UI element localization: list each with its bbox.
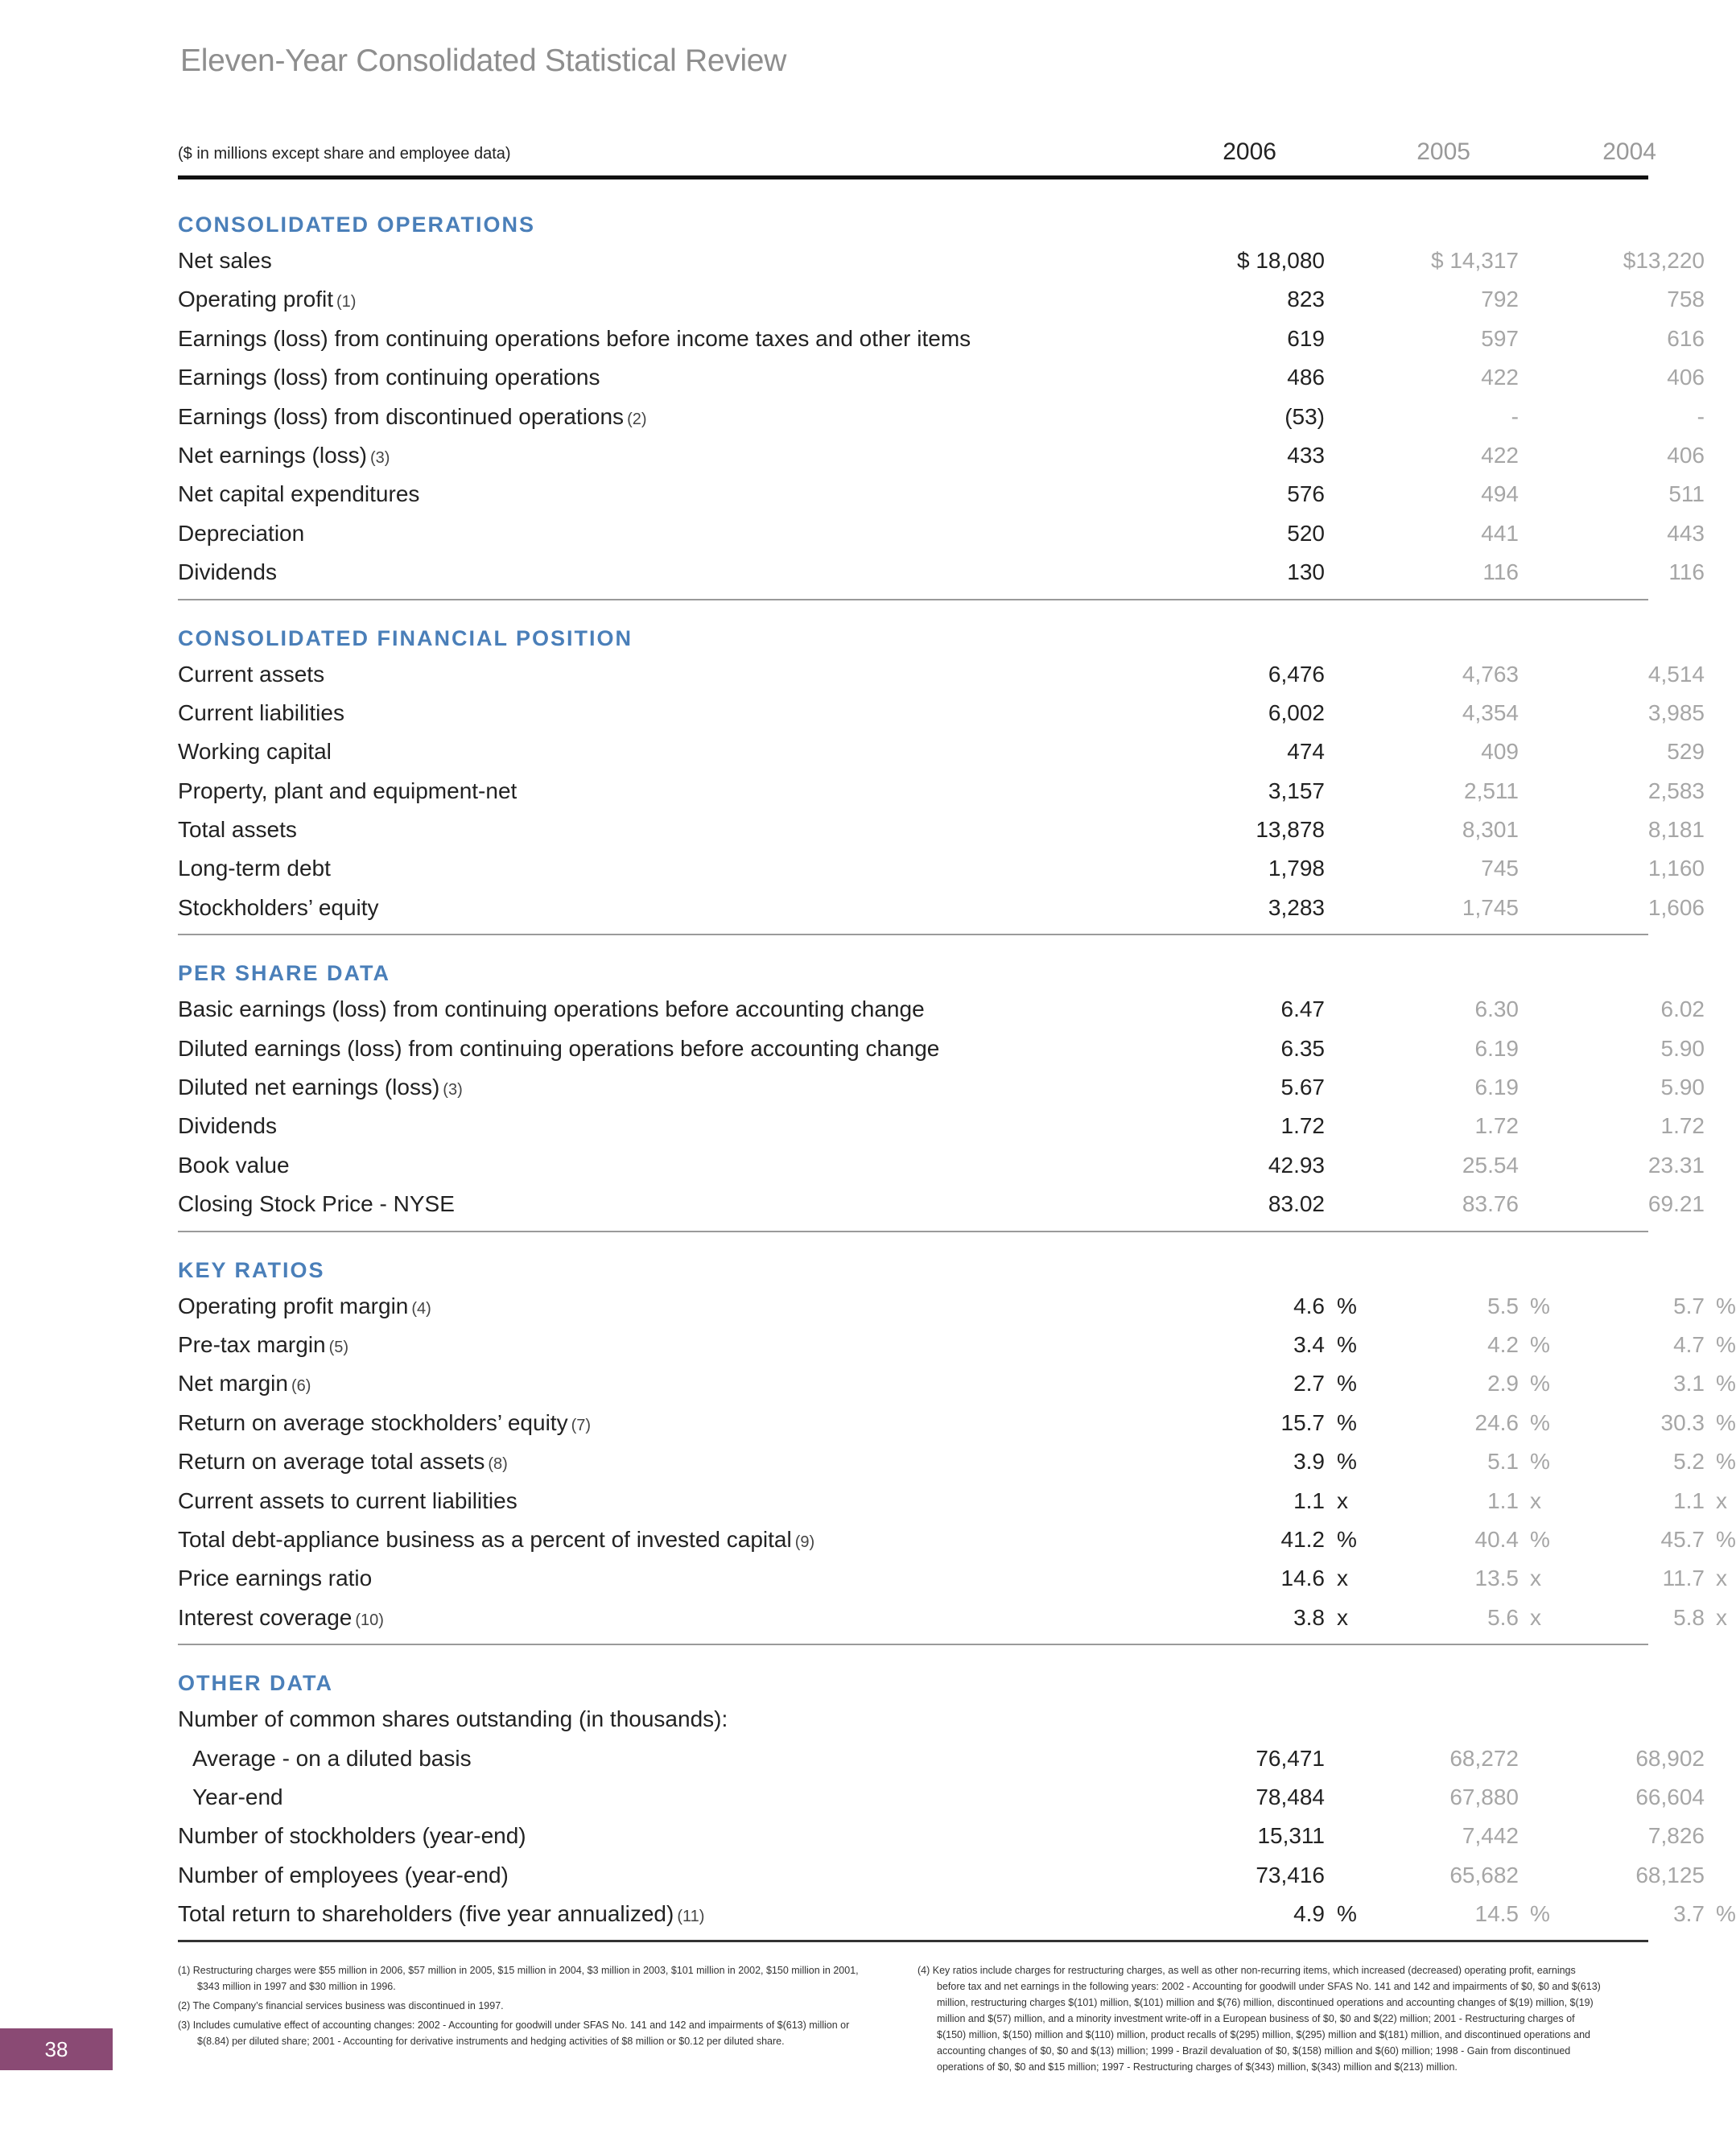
row-label-text: Working capital [178,739,332,765]
page-number: 38 [0,2028,113,2070]
footnote-ref: (10) [355,1611,384,1629]
row-label-text: Number of common shares outstanding (in thousands): [178,1706,728,1732]
cell-unit: % [1337,1409,1357,1435]
cell-2005: 24.6 [1474,1409,1519,1435]
section [178,1232,1736,1646]
row-label [178,1559,372,1598]
cell-2006: 3.9 [1293,1449,1325,1475]
year-header-2005: 2005 [1416,138,1470,165]
table-row [178,1107,1705,1145]
table-row [178,514,1705,553]
units-note: ($ in millions except share and employee data) [178,145,511,163]
cell-unit: x [1530,1566,1541,1591]
footnote-ref: (8) [488,1455,508,1474]
cell-2006: 42.93 [1268,1152,1325,1178]
cell-2006: 576 [1287,481,1325,507]
cell-unit: % [1337,1449,1357,1475]
cell-2006: 6.35 [1280,1035,1325,1061]
cell-2004: 2,583 [1647,778,1705,803]
footnote-ref: (9) [794,1533,815,1551]
cell-2004: 69.21 [1647,1191,1705,1217]
cell-2006: 83.02 [1268,1191,1325,1217]
row-label [178,1107,277,1145]
cell-2005: 792 [1481,287,1519,312]
table-row [178,1326,1736,1364]
cell-unit: x [1337,1604,1348,1630]
row-label [178,849,331,888]
cell-2006: 14.6 [1280,1566,1325,1591]
table-row [178,1739,1705,1778]
cell-unit: % [1530,1901,1550,1927]
footnote-ref: (11) [677,1908,705,1926]
row-label-text: Pre-tax margin [178,1331,326,1357]
cell-2005: 8,301 [1462,817,1519,843]
section-title: CONSOLIDATED OPERATIONS [178,212,536,237]
cell-2004: 3.1 [1673,1371,1705,1397]
table-row [178,889,1705,927]
cell-2004: 529 [1667,739,1705,765]
row-label [178,1442,508,1483]
cell-2004: 68,902 [1635,1745,1705,1771]
cell-2004: 4,514 [1647,661,1705,687]
cell-2005: 5.1 [1487,1449,1519,1475]
cell-2004: 5.7 [1673,1293,1705,1318]
row-label [178,241,272,280]
row-label-text: Stockholders’ equity [178,894,379,920]
row-label-text: Operating profit margin [178,1293,409,1318]
row-label-text: Closing Stock Price - NYSE [178,1191,455,1217]
cell-2005: 4,354 [1462,699,1519,725]
cell-2006: 3,283 [1268,894,1325,920]
row-label-text: Earnings (loss) from discontinued operations [178,403,625,429]
row-label-text: Basic earnings (loss) from continuing operations before accounting change [178,996,925,1022]
table-row [178,811,1705,849]
table-row [178,1559,1727,1598]
cell-2004: 1.1 [1673,1487,1705,1513]
cell-2004: 3.7 [1673,1901,1705,1927]
cell-2004: 116 [1668,559,1705,585]
statistical-table [178,187,1736,1942]
cell-2006: 6.47 [1280,996,1325,1022]
cell-2004: 5.90 [1660,1075,1705,1100]
table-row [178,320,1705,358]
cell-unit: % [1337,1371,1357,1397]
cell-2005: 14.5 [1474,1901,1519,1927]
cell-2005: 4,763 [1462,661,1519,687]
cell-unit: % [1716,1526,1736,1552]
cell-2006: $ 18,080 [1237,248,1325,273]
section [178,187,1705,600]
cell-2006: 6,002 [1268,699,1325,725]
footnote-ref: (2) [627,410,647,428]
header-rule [178,175,1648,179]
cell-2004: 1,606 [1647,894,1705,920]
row-label [178,475,419,514]
cell-2005: 1.1 [1487,1487,1519,1513]
table-row [178,358,1705,397]
cell-unit: % [1716,1331,1736,1357]
footnotes-left [178,1962,870,2053]
row-label-text: Return on average stockholders’ equity [178,1409,568,1435]
cell-unit: x [1530,1604,1541,1630]
row-label [178,889,379,927]
cell-2006: 486 [1287,365,1325,390]
cell-2005: 13.5 [1474,1566,1519,1591]
row-label [178,655,324,694]
cell-2005: 68,272 [1449,1745,1519,1771]
table-row [178,772,1705,811]
cell-2005: 4.2 [1487,1331,1519,1357]
cell-2006: 4.6 [1293,1293,1325,1318]
cell-2005: 745 [1481,856,1519,881]
row-label [178,1364,311,1405]
row-label-text: Dividends [178,559,277,585]
cell-2004: 1,160 [1647,856,1705,881]
table-row [178,1029,1705,1068]
cell-unit: % [1337,1526,1357,1552]
footnote-ref: (3) [369,448,390,467]
table-row [178,436,1705,475]
page-title: Eleven-Year Consolidated Statistical Review [180,43,787,78]
row-label-text: Earnings (loss) from continuing operations [178,365,600,390]
cell-2005: 422 [1481,365,1519,390]
cell-2006: 4.9 [1293,1901,1325,1927]
row-label [178,436,390,477]
cell-unit: % [1337,1331,1357,1357]
cell-unit: % [1530,1293,1550,1318]
table-row [178,280,1705,319]
cell-unit: % [1530,1449,1550,1475]
table-row [178,1482,1727,1520]
section [178,600,1705,936]
footnote-ref: (7) [571,1416,592,1434]
cell-2005: 83.76 [1462,1191,1519,1217]
cell-2004: 5.90 [1660,1035,1705,1061]
footnote-ref: (4) [411,1299,431,1318]
cell-2005: 1.72 [1474,1113,1519,1139]
cell-2006: 73,416 [1256,1862,1325,1888]
row-label-text: Total debt-appliance business as a percent of invested capital [178,1526,792,1552]
cell-2004: 511 [1668,481,1705,507]
cell-2006: 433 [1287,442,1325,468]
table-row [178,398,1705,436]
footnotes-right [917,1962,1602,2078]
row-label-text: Current assets to current liabilities [178,1487,518,1513]
row-label-text: Average - on a diluted basis [192,1745,472,1771]
section-title: OTHER DATA [178,1671,333,1696]
cell-2006: 3.8 [1293,1604,1325,1630]
cell-2006: (53) [1284,403,1325,429]
cell-2006: 619 [1287,325,1325,351]
row-label [178,1287,431,1328]
row-label [178,694,344,732]
row-label [178,1817,526,1855]
row-label-text: Diluted earnings (loss) from continuing operations before accounting change [178,1035,940,1061]
cell-2004: 66,604 [1635,1784,1705,1809]
row-label [178,1482,518,1520]
row-label [178,320,971,358]
table-row [178,1520,1736,1559]
table-row [178,1599,1727,1637]
cell-unit: % [1337,1901,1357,1927]
table-row [178,1185,1705,1223]
table-row [178,1442,1736,1481]
row-label-text: Number of employees (year-end) [178,1862,509,1888]
cell-2005: 40.4 [1474,1526,1519,1552]
row-label-text: Interest coverage [178,1604,353,1630]
table-row [178,694,1705,732]
row-label-text: Number of stockholders (year-end) [178,1823,526,1849]
cell-2006: 1.1 [1293,1487,1325,1513]
cell-2004: 443 [1667,520,1705,546]
table-row [178,1778,1705,1817]
cell-2004: 8,181 [1647,817,1705,843]
row-label [178,358,600,397]
cell-unit: % [1716,1409,1736,1435]
cell-2006: 78,484 [1256,1784,1325,1809]
cell-2005: 5.5 [1487,1293,1519,1318]
cell-2005: - [1511,403,1519,429]
cell-2004: 68,125 [1635,1862,1705,1888]
row-label-text: Current liabilities [178,699,344,725]
table-row [178,1364,1736,1403]
cell-unit: x [1337,1566,1348,1591]
row-label [178,1185,455,1223]
cell-unit: % [1530,1331,1550,1357]
table-row [178,1287,1736,1326]
cell-2005: 597 [1481,325,1519,351]
row-label [178,553,277,592]
row-label-text: Book value [178,1152,290,1178]
table-header [178,135,1656,171]
table-row [178,1817,1705,1855]
footnote-ref: (3) [443,1081,463,1100]
cell-2004: 7,826 [1647,1823,1705,1849]
cell-2005: $ 14,317 [1431,248,1519,273]
cell-2004: 23.31 [1647,1152,1705,1178]
cell-unit: x [1530,1487,1541,1513]
cell-2006: 6,476 [1268,661,1325,687]
row-label-text: Price earnings ratio [178,1566,373,1591]
row-label [178,732,332,771]
cell-2005: 2,511 [1464,778,1519,803]
row-label-text: Operating profit [178,287,333,312]
cell-2004: 5.8 [1673,1604,1705,1630]
cell-2005: 422 [1481,442,1519,468]
row-label [178,1029,939,1068]
row-label [178,398,647,439]
cell-2006: 15,311 [1257,1823,1325,1849]
cell-2006: 520 [1287,520,1325,546]
cell-2005: 5.6 [1487,1604,1519,1630]
cell-2004: 45.7 [1660,1526,1705,1552]
cell-2004: 11.7 [1662,1566,1705,1591]
cell-2006: 15.7 [1280,1409,1325,1435]
row-label [178,1599,384,1640]
footnote: (4) Key ratios include charges for restructuring charges, as well as other non-recurring items, which increased (decreased) operating profit, earnings before tax and net earnings in the following years: 2002 - Accounting for goodwill under SFAS No. 141 and 142 and impairments of $0, $0 and $(613) million, restructuring charges $(101) million, $(101) million and $(76) million, discontinued operations and accounting changes of $(19) million, $(19) million and $(57) million, and a minority investment write-off in a European business of $0, $0 and $(22) million; 2001 - Restructuring charges of $(150) million, $(150) million and $(110) million, product recalls of $(295) million, $(295) million and $(181) million, and discontinued operations and accounting changes of $0, $0 and $(13) million; 1999 - Brazil devaluation of $0, $(158) million and $(60) million; 1998 - Gain from discontinued operations of $0, $0 and $15 million; 1997 - Restructuring charges of $(343) million, $(343) million and $(213) million. [917,1965,1601,2073]
footnote-ref: (6) [291,1377,311,1396]
row-label-text: Depreciation [178,520,305,546]
row-label [178,1895,704,1936]
cell-2006: 2.7 [1293,1371,1325,1397]
table-row [178,1700,1648,1739]
row-label [178,1700,728,1739]
cell-2006: 130 [1287,559,1325,585]
row-label [178,280,356,321]
cell-2004: 1.72 [1660,1113,1705,1139]
cell-2006: 3,157 [1268,778,1325,803]
cell-2005: 6.30 [1474,996,1519,1022]
footnote-ref: (1) [336,293,357,311]
row-label [178,1326,348,1367]
cell-2006: 76,471 [1256,1745,1325,1771]
cell-2004: 5.2 [1673,1449,1705,1475]
table-row [178,241,1705,280]
section-title: KEY RATIOS [178,1257,325,1282]
cell-2005: 409 [1481,739,1519,765]
cell-2004: 758 [1667,287,1705,312]
row-label-text: Diluted net earnings (loss) [178,1075,440,1100]
table-row [178,732,1705,771]
table-row [178,990,1705,1029]
cell-unit: % [1716,1901,1736,1927]
row-label [192,1778,283,1817]
section-title: PER SHARE DATA [178,961,391,986]
row-label-text: Total return to shareholders (five year annualized) [178,1901,674,1927]
row-label [178,990,925,1029]
table-row [178,1895,1736,1933]
row-label [178,1856,509,1895]
cell-2006: 13,878 [1256,817,1325,843]
footnote: (3) Includes cumulative effect of accounting changes: 2002 - Accounting for goodwill under SFAS No. 141 and 142 and impairments of $(613) million or $(8.84) per diluted share; 2001 - Accounting for derivative instruments and hedging activities of $8 million or $0.12 per diluted share. [178,2020,850,2047]
cell-unit: x [1716,1566,1727,1591]
cell-2005: 2.9 [1487,1371,1519,1397]
cell-2005: 6.19 [1474,1035,1519,1061]
cell-2006: 5.67 [1280,1075,1325,1100]
cell-2004: 3,985 [1647,699,1705,725]
table-row [178,655,1705,694]
cell-unit: % [1530,1409,1550,1435]
row-label [178,1146,290,1185]
cell-2005: 116 [1482,559,1519,585]
cell-2005: 441 [1481,520,1519,546]
cell-2006: 1.72 [1280,1113,1325,1139]
row-label [178,1068,463,1109]
row-label-text: Current assets [178,661,325,687]
cell-2004: 30.3 [1660,1409,1705,1435]
section [178,935,1705,1232]
cell-unit: % [1337,1293,1357,1318]
cell-2005: 25.54 [1462,1152,1519,1178]
row-label-text: Total assets [178,817,297,843]
cell-unit: % [1530,1526,1550,1552]
table-row [178,1068,1705,1107]
cell-2005: 65,682 [1449,1862,1519,1888]
row-label-text: Long-term debt [178,856,331,881]
section-title: CONSOLIDATED FINANCIAL POSITION [178,625,633,650]
cell-2005: 7,442 [1462,1823,1519,1849]
cell-2004: $13,220 [1623,248,1705,273]
footnote-ref: (5) [328,1338,349,1356]
row-label-text: Net capital expenditures [178,481,420,507]
row-label-text: Property, plant and equipment-net [178,778,518,803]
cell-2005: 6.19 [1474,1075,1519,1100]
cell-2004: 6.02 [1660,996,1705,1022]
cell-unit: % [1530,1371,1550,1397]
row-label-text: Year-end [192,1784,283,1809]
cell-2006: 823 [1287,287,1325,312]
cell-2004: - [1697,403,1705,429]
table-row [178,553,1705,592]
cell-unit: x [1716,1604,1727,1630]
row-label-text: Net margin [178,1371,288,1397]
cell-2006: 41.2 [1280,1526,1325,1552]
row-label-text: Net sales [178,248,272,273]
footnote: (2) The Company’s financial services business was discontinued in 1997. [178,2000,504,2011]
footnote: (1) Restructuring charges were $55 million in 2006, $57 million in 2005, $15 million in 2004, $3 million in 2003, $101 million in 2002, $150 million in 2001, $343 million in 1997 and $30 million in 1996. [178,1965,859,1992]
table-row [178,475,1705,514]
cell-unit: x [1337,1487,1348,1513]
cell-unit: % [1716,1449,1736,1475]
cell-2005: 67,880 [1449,1784,1519,1809]
cell-2004: 406 [1667,365,1705,390]
row-label [178,514,304,553]
row-label [178,1520,814,1562]
table-row [178,1404,1736,1442]
row-label-text: Return on average total assets [178,1449,485,1475]
cell-2006: 1,798 [1268,856,1325,881]
cell-unit: % [1716,1371,1736,1397]
section [178,1645,1736,1942]
cell-2005: 494 [1481,481,1519,507]
cell-2004: 406 [1667,442,1705,468]
row-label [178,1404,591,1445]
cell-2004: 4.7 [1673,1331,1705,1357]
cell-2005: 1,745 [1462,894,1519,920]
cell-unit: % [1716,1293,1736,1318]
year-header-2004: 2004 [1602,138,1656,165]
row-label [178,772,517,811]
table-row [178,1856,1705,1895]
table-row [178,1146,1705,1185]
year-header-2006: 2006 [1223,138,1276,165]
row-label [192,1739,472,1778]
row-label-text: Net earnings (loss) [178,442,367,468]
cell-2006: 3.4 [1293,1331,1325,1357]
cell-unit: x [1716,1487,1727,1513]
row-label-text: Earnings (loss) from continuing operations before income taxes and other items [178,325,971,351]
table-row [178,849,1705,888]
row-label [178,811,297,849]
cell-2004: 616 [1667,325,1705,351]
row-label-text: Dividends [178,1113,277,1139]
cell-2006: 474 [1287,739,1325,765]
